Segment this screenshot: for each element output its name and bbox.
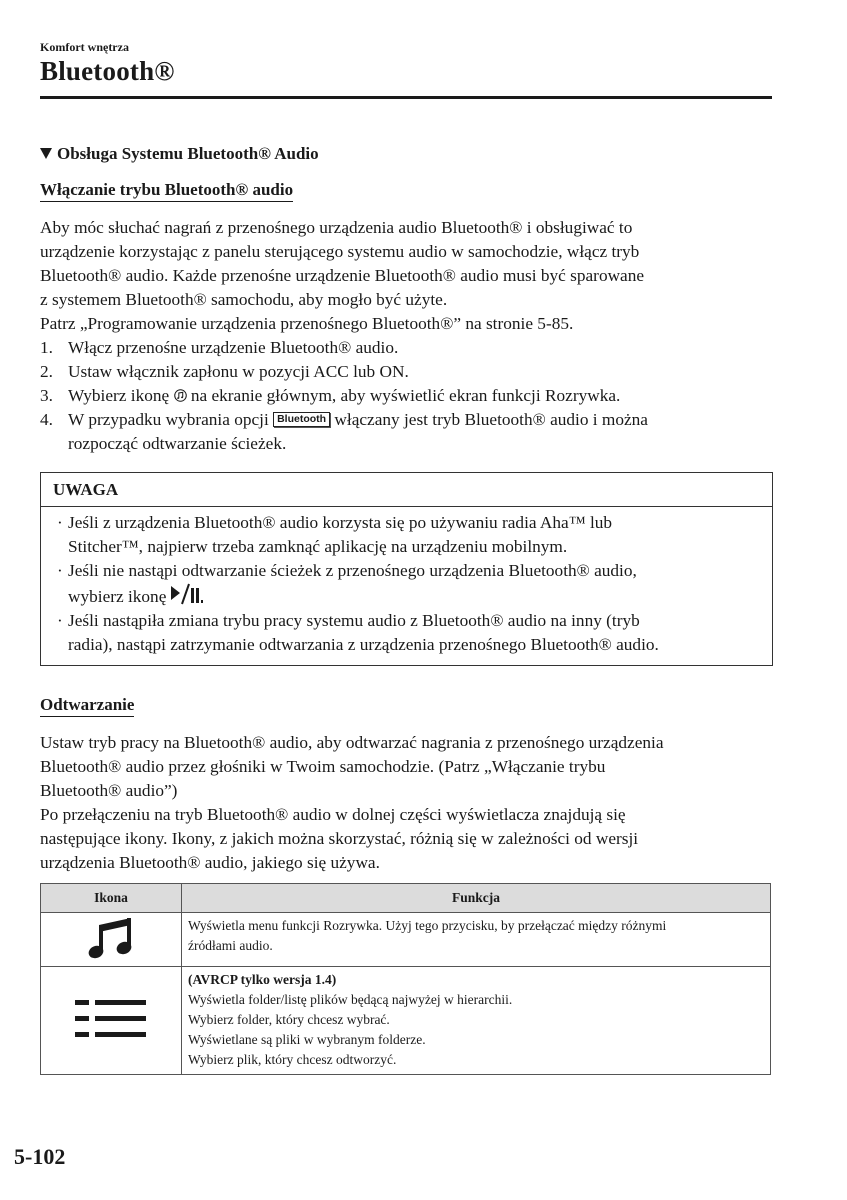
bullet-dot: · [57,561,63,580]
table-header-row [41,884,771,913]
step-text: W przypadku wybrania opcji [68,410,269,429]
step-text: na ekranie głównym, aby wyświetlić ekran funkcji Rozrywka. [190,386,621,405]
note-text: Jeśli nie nastąpi odtwarzanie ścieżek z przenośnego urządzenia Bluetooth® audio, [68,561,637,580]
intro-line: urządzenie korzystając z panelu sterującego systemu audio w samochodzie, włącz tryb [40,242,640,261]
step-item [40,360,775,384]
bluetooth-button[interactable]: Bluetooth [273,412,330,427]
function-version-note: (AVRCP tylko wersja 1.4) [188,972,337,987]
intro-line: Aby móc słuchać nagrań z przenośnego urządzenia audio Bluetooth® i obsługiwać to [40,218,633,237]
chapter-label: Komfort wnętrza [40,40,129,54]
music-note-icon [87,915,135,961]
section-title-text: Obsługa Systemu Bluetooth® Audio [57,144,319,163]
note-item [57,559,772,609]
list-icon [75,998,147,1040]
table-row [41,913,771,967]
intro-line: Patrz „Programowanie urządzenia przenośnego Bluetooth®” na stronie 5-85. [40,314,574,333]
intro-line: z systemem Bluetooth® samochodu, aby mogło być użyte. [40,290,448,309]
step-item [40,408,775,456]
section-title [40,144,319,164]
step-number: 4. [40,410,53,429]
note-text: Stitcher™, najpierw trzeba zamknąć aplikację na urządzeniu mobilnym. [68,537,568,556]
subheading-enable: Włączanie trybu Bluetooth® audio [40,180,293,202]
para-line: następujące ikony. Ikony, z jakich można skorzystać, różnią się w zależności od wersji [40,829,639,848]
bullet-dot: · [57,513,63,532]
para-line: Ustaw tryb pracy na Bluetooth® audio, aby odtwarzać nagrania z przenośnego urządzenia [40,733,664,752]
icon-cell [41,913,182,967]
icon-cell [41,967,182,1075]
header-divider [40,96,772,99]
note-text: Jeśli z urządzenia Bluetooth® audio korzysta się po używaniu radia Aha™ lub [68,513,613,532]
function-line: Wyświetlane są pliki w wybranym folderze. [188,1032,426,1047]
steps-list [40,336,775,456]
play-pause-icon [168,583,204,605]
note-text: Jeśli nastąpiła zmiana trybu pracy systemu audio z Bluetooth® audio na inny (tryb [68,611,640,630]
bullet-dot: · [57,611,63,630]
para-line: Bluetooth® audio przez głośniki w Twoim samochodzie. (Patrz „Włączanie trybu [40,757,606,776]
note-text: wybierz ikonę [68,587,167,606]
note-item [57,511,772,559]
table-row [41,967,771,1075]
function-line: źródłami audio. [188,938,273,953]
para-line: urządzenia Bluetooth® audio, jakiego się używa. [40,853,380,872]
function-line: Wybierz folder, który chcesz wybrać. [188,1012,390,1027]
triangle-down-icon [40,148,52,159]
function-line: Wyświetla menu funkcji Rozrywka. Użyj tego przycisku, by przełączać między różnymi [188,918,667,933]
function-line: Wyświetla folder/listę plików będącą najwyżej w hierarchii. [188,992,513,1007]
step-text: Włącz przenośne urządzenie Bluetooth® audio. [68,338,399,357]
para-line: Bluetooth® audio”) [40,781,178,800]
step-text: włączany jest tryb Bluetooth® audio i można [334,410,648,429]
note-item [57,609,772,657]
enable-intro [40,216,775,336]
note-body [41,507,772,657]
page-title: Bluetooth® [40,56,175,86]
step-text: Wybierz ikonę [68,386,170,405]
function-cell [182,913,771,967]
entertainment-icon [174,389,187,402]
column-header-function: Funkcja [182,884,771,913]
step-number: 3. [40,386,53,405]
step-text: rozpocząć odtwarzanie ścieżek. [68,434,287,453]
note-box [40,472,773,666]
note-text: radia), nastąpi zatrzymanie odtwarzania z urządzenia przenośnego Bluetooth® audio. [68,635,659,654]
column-header-icon: Ikona [41,884,182,913]
function-cell [182,967,771,1075]
function-line: Wybierz plik, który chcesz odtworzyć. [188,1052,397,1067]
step-item [40,336,775,360]
step-item [40,384,775,408]
subheading-playback: Odtwarzanie [40,695,134,717]
intro-line: Bluetooth® audio. Każde przenośne urządzenie Bluetooth® audio musi być sparowane [40,266,645,285]
page-number: 5-102 [14,1144,66,1169]
step-number: 1. [40,338,53,357]
step-number: 2. [40,362,53,381]
step-text: Ustaw włącznik zapłonu w pozycji ACC lub ON. [68,362,409,381]
playback-paragraph [40,731,775,875]
icon-function-table [40,883,771,1075]
note-heading: UWAGA [41,473,772,507]
para-line: Po przełączeniu na tryb Bluetooth® audio w dolnej części wyświetlacza znajdują się [40,805,626,824]
